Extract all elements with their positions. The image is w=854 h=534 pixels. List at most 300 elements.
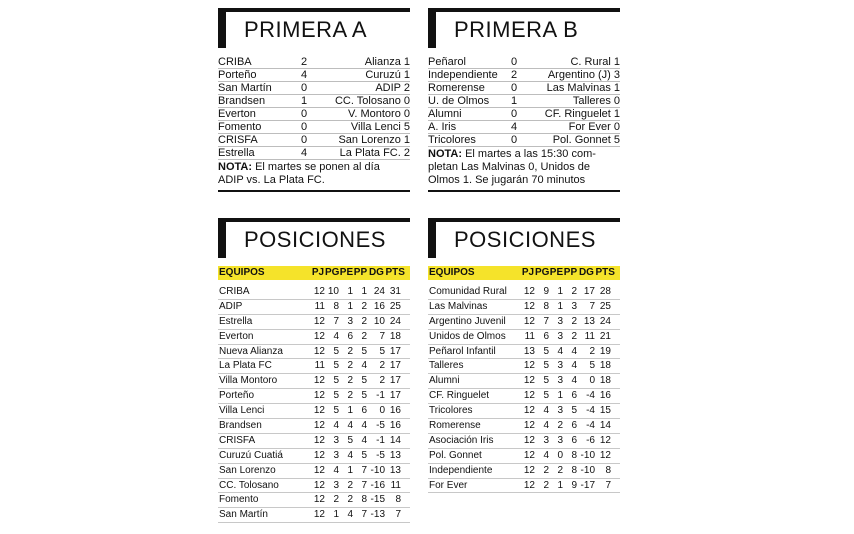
pg-cell: 2: [333, 494, 339, 506]
result-row: [428, 82, 620, 95]
primera-a-results: [218, 56, 410, 160]
pe-cell: 3: [557, 405, 563, 417]
home-score: 4: [510, 121, 518, 133]
pts-cell: 14: [389, 434, 401, 446]
table-row: [218, 404, 410, 419]
pg-cell: 4: [333, 464, 339, 476]
home-team: CRISFA: [218, 134, 258, 146]
pts-cell: 19: [599, 345, 611, 357]
team-name: Asociación Iris: [429, 434, 494, 446]
header-bar: [428, 12, 436, 48]
pe-cell: 1: [347, 300, 353, 312]
pj-cell: 12: [313, 494, 325, 506]
pts-cell: 13: [389, 464, 401, 476]
pg-cell: 5: [543, 390, 549, 402]
dg-cell: -15: [370, 494, 385, 506]
pp-cell: 5: [571, 405, 577, 417]
away-team-score: C. Rural 1: [570, 56, 620, 68]
pp-cell: 4: [571, 360, 577, 372]
table-row: [218, 419, 410, 434]
table-row: [428, 434, 620, 449]
team-name: Estrella: [219, 315, 253, 327]
team-name: Porteño: [219, 390, 255, 402]
pp-cell: 5: [361, 449, 367, 461]
pts-cell: 18: [599, 375, 611, 387]
team-name: CRIBA: [219, 286, 250, 297]
pp-cell: 2: [361, 315, 367, 327]
pp-cell: 2: [361, 330, 367, 342]
pj-cell: 12: [313, 390, 325, 402]
table-row: [218, 508, 410, 523]
team-name: Las Malvinas: [429, 300, 488, 312]
pp-cell: 6: [571, 390, 577, 402]
pts-cell: 16: [389, 420, 401, 432]
pj-cell: 12: [313, 464, 325, 476]
pj-cell: 12: [523, 286, 535, 297]
posiciones-a-title: POSICIONES: [244, 227, 386, 252]
team-name: For Ever: [429, 479, 468, 491]
pts-cell: 8: [395, 494, 401, 506]
dg-cell: -10: [370, 464, 385, 476]
pp-cell: 4: [361, 434, 367, 446]
pg-cell: 1: [333, 509, 339, 521]
dg-cell: 11: [584, 330, 595, 342]
primera-b-note: [428, 147, 620, 187]
pj-cell: 12: [523, 390, 535, 402]
team-name: Argentino Juvenil: [429, 315, 506, 327]
pj-cell: 13: [523, 345, 535, 357]
pp-cell: 6: [361, 405, 367, 417]
posiciones-b-title: POSICIONES: [454, 227, 596, 252]
pts-cell: 12: [599, 449, 611, 461]
home-score: 0: [300, 108, 308, 120]
pe-cell: 3: [557, 375, 563, 387]
away-team-score: Curuzú 1: [365, 69, 410, 81]
table-row: [218, 374, 410, 389]
team-name: Alumni: [429, 375, 460, 387]
pts-cell: 17: [389, 345, 401, 357]
note-line: El martes se ponen al día: [252, 161, 380, 173]
pp-cell: 8: [571, 449, 577, 461]
team-name: San Martín: [219, 509, 268, 521]
column-header-pj: PJ: [311, 267, 325, 278]
result-row: [428, 108, 620, 121]
pj-cell: 12: [313, 434, 325, 446]
pe-cell: 3: [557, 330, 563, 342]
pg-cell: 4: [543, 449, 549, 461]
pp-cell: 1: [361, 286, 367, 297]
result-row: [428, 121, 620, 134]
away-team-score: CF. Ringuelet 1: [544, 108, 620, 120]
pe-cell: 1: [557, 390, 563, 402]
pg-cell: 4: [333, 330, 339, 342]
home-team: Fomento: [218, 121, 262, 133]
column-header-pj: PJ: [521, 267, 535, 278]
home-score: 0: [510, 82, 518, 94]
dg-cell: 0: [379, 405, 385, 417]
dg-cell: 5: [379, 345, 385, 357]
table-row: [218, 315, 410, 330]
team-name: Pol. Gonnet: [429, 449, 482, 461]
table-row: [218, 285, 410, 300]
pg-cell: 10: [327, 286, 339, 297]
pp-cell: 6: [571, 434, 577, 446]
pe-cell: 6: [347, 330, 353, 342]
pts-cell: 25: [599, 300, 611, 312]
column-header-pts: PTS: [385, 267, 405, 278]
pj-cell: 12: [313, 345, 325, 357]
dg-cell: -4: [586, 420, 595, 432]
table-row: [428, 345, 620, 360]
result-row: [428, 134, 620, 147]
pts-cell: 24: [389, 315, 401, 327]
dg-cell: 2: [589, 345, 595, 357]
away-team-score: Argentino (J) 3: [547, 69, 620, 81]
section-rule: [218, 190, 410, 192]
home-team: Estrella: [218, 147, 255, 159]
table-row: [218, 300, 410, 315]
away-team-score: Las Malvinas 1: [546, 82, 620, 94]
pts-cell: 8: [605, 464, 611, 476]
dg-cell: 17: [583, 286, 595, 297]
dg-cell: -17: [580, 479, 595, 491]
dg-cell: 16: [373, 300, 385, 312]
pts-cell: 11: [390, 479, 401, 491]
pe-cell: 1: [557, 286, 563, 297]
header-bar: [218, 12, 226, 48]
team-name: CF. Ringuelet: [429, 390, 490, 402]
column-header-equipos: EQUIPOS: [219, 267, 265, 278]
pp-cell: 5: [361, 375, 367, 387]
pp-cell: 8: [361, 494, 367, 506]
away-team-score: ADIP 2: [375, 82, 410, 94]
pe-cell: 3: [557, 315, 563, 327]
home-team: Peñarol: [428, 56, 466, 68]
pe-cell: 1: [347, 286, 353, 297]
column-header-pg: PG: [535, 267, 550, 278]
dg-cell: 2: [379, 360, 385, 372]
pg-cell: 3: [333, 479, 339, 491]
team-name: Brandsen: [219, 420, 262, 432]
away-team-score: La Plata FC. 2: [339, 147, 410, 159]
pts-cell: 7: [395, 509, 401, 521]
result-row: [218, 69, 410, 82]
pp-cell: 6: [571, 420, 577, 432]
pe-cell: 1: [557, 300, 563, 312]
dg-cell: 13: [583, 315, 595, 327]
pts-cell: 28: [599, 286, 611, 297]
pp-cell: 4: [571, 375, 577, 387]
primera-a-panel: [218, 8, 410, 192]
pe-cell: 2: [347, 390, 353, 402]
pp-cell: 2: [571, 330, 577, 342]
pe-cell: 1: [347, 464, 353, 476]
pj-cell: 12: [523, 449, 535, 461]
home-score: 1: [300, 95, 308, 107]
table-header: [218, 266, 410, 280]
pg-cell: 2: [543, 479, 549, 491]
home-team: A. Iris: [428, 121, 457, 133]
away-team-score: V. Montoro 0: [348, 108, 410, 120]
result-row: [218, 56, 410, 69]
pts-cell: 16: [599, 390, 611, 402]
pe-cell: 3: [557, 434, 563, 446]
section-rule: [428, 190, 620, 192]
home-score: 0: [510, 108, 518, 120]
pj-cell: 12: [523, 375, 535, 387]
home-score: 2: [300, 56, 308, 68]
posiciones-a-header: [218, 218, 410, 258]
pe-cell: 4: [347, 420, 353, 432]
dg-cell: -1: [376, 390, 385, 402]
pg-cell: 5: [333, 390, 339, 402]
home-score: 4: [300, 69, 308, 81]
home-score: 0: [300, 134, 308, 146]
table-row: [428, 464, 620, 479]
pp-cell: 2: [361, 300, 367, 312]
posiciones-b-table: [428, 266, 620, 493]
note-line: pletan Las Malvinas 0, Unidos de: [428, 161, 591, 173]
posiciones-a-panel: [218, 218, 410, 523]
table-header: [428, 266, 620, 280]
pj-cell: 12: [523, 360, 535, 372]
pe-cell: 5: [347, 434, 353, 446]
primera-b-title: PRIMERA B: [454, 17, 579, 42]
note-line: El martes a las 15:30 com-: [462, 148, 596, 160]
team-name: ADIP: [219, 300, 243, 312]
pg-cell: 5: [543, 345, 549, 357]
dg-cell: -5: [376, 420, 385, 432]
pg-cell: 4: [543, 420, 549, 432]
team-name: Comunidad Rural: [429, 286, 507, 297]
table-row: [428, 374, 620, 389]
posiciones-a-table: [218, 266, 410, 523]
dg-cell: -13: [370, 509, 385, 521]
pp-cell: 7: [361, 464, 367, 476]
home-score: 2: [510, 69, 518, 81]
table-row: [218, 479, 410, 494]
table-row: [428, 419, 620, 434]
team-name: San Lorenzo: [219, 464, 276, 476]
home-team: Independiente: [428, 69, 498, 81]
pj-cell: 12: [313, 420, 325, 432]
pp-cell: 2: [571, 315, 577, 327]
result-row: [218, 121, 410, 134]
pj-cell: 11: [524, 330, 535, 342]
result-row: [428, 95, 620, 108]
team-name: Independiente: [429, 464, 493, 476]
team-name: Villa Lenci: [219, 405, 265, 417]
table-row: [428, 479, 620, 494]
away-team-score: CC. Tolosano 0: [334, 95, 410, 107]
pj-cell: 12: [523, 464, 535, 476]
table-row: [428, 449, 620, 464]
primera-a-note: [218, 160, 410, 187]
away-team-score: San Lorenzo 1: [338, 134, 410, 146]
dg-cell: -10: [580, 464, 595, 476]
home-score: 0: [510, 56, 518, 68]
pts-cell: 13: [389, 449, 401, 461]
table-row: [428, 285, 620, 300]
dg-cell: -4: [586, 390, 595, 402]
column-header-pp: PP: [563, 267, 578, 278]
pp-cell: 7: [361, 509, 367, 521]
dg-cell: 5: [589, 360, 595, 372]
pg-cell: 7: [333, 315, 339, 327]
pe-cell: 2: [347, 345, 353, 357]
pg-cell: 5: [333, 345, 339, 357]
column-header-pe: PE: [549, 267, 564, 278]
pe-cell: 4: [347, 509, 353, 521]
pj-cell: 12: [313, 330, 325, 342]
pe-cell: 1: [347, 405, 353, 417]
result-row: [218, 82, 410, 95]
result-row: [428, 69, 620, 82]
pts-cell: 25: [389, 300, 401, 312]
note-label: NOTA:: [428, 148, 463, 160]
away-team-score: Pol. Gonnet 5: [552, 134, 620, 146]
team-name: Romerense: [429, 420, 481, 432]
home-score: 0: [300, 82, 308, 94]
pe-cell: 3: [347, 315, 353, 327]
result-row: [218, 147, 410, 160]
team-name: CC. Tolosano: [219, 479, 279, 491]
result-row: [218, 108, 410, 121]
home-score: 0: [300, 121, 308, 133]
pts-cell: 21: [599, 330, 611, 342]
posiciones-b-panel: [428, 218, 620, 493]
pg-cell: 4: [543, 405, 549, 417]
pp-cell: 5: [361, 390, 367, 402]
pj-cell: 12: [313, 315, 325, 327]
pj-cell: 12: [523, 420, 535, 432]
pg-cell: 5: [333, 405, 339, 417]
home-team: Tricolores: [428, 134, 476, 146]
posiciones-b-header: [428, 218, 620, 258]
pts-cell: 17: [389, 360, 401, 372]
result-row: [218, 95, 410, 108]
team-name: Nueva Alianza: [219, 345, 283, 357]
table-row: [218, 449, 410, 464]
home-team: San Martín: [218, 82, 272, 94]
pts-cell: 17: [389, 375, 401, 387]
pg-cell: 9: [543, 286, 549, 297]
dg-cell: 24: [373, 286, 385, 297]
pp-cell: 2: [571, 286, 577, 297]
primera-a-title: PRIMERA A: [244, 17, 368, 42]
pts-cell: 7: [605, 479, 611, 491]
dg-cell: 7: [589, 300, 595, 312]
pj-cell: 11: [314, 360, 325, 372]
dg-cell: -4: [586, 405, 595, 417]
header-bar: [428, 222, 436, 258]
pg-cell: 2: [543, 464, 549, 476]
pj-cell: 12: [523, 479, 535, 491]
dg-cell: -6: [586, 434, 595, 446]
home-score: 1: [510, 95, 518, 107]
home-team: Brandsen: [218, 95, 266, 107]
home-team: Everton: [218, 108, 256, 120]
column-header-pe: PE: [339, 267, 354, 278]
pp-cell: 4: [361, 360, 367, 372]
home-team: Porteño: [218, 69, 257, 81]
team-name: Everton: [219, 330, 254, 342]
team-name: Fomento: [219, 494, 259, 506]
pts-cell: 15: [599, 405, 611, 417]
team-name: Curuzú Cuatiá: [219, 449, 283, 461]
pj-cell: 12: [313, 449, 325, 461]
primera-a-header: [218, 8, 410, 48]
pe-cell: 2: [557, 420, 563, 432]
dg-cell: 10: [373, 315, 385, 327]
team-name: Unidos de Olmos: [429, 330, 506, 342]
pg-cell: 7: [543, 315, 549, 327]
dg-cell: -10: [580, 449, 595, 461]
header-bar: [218, 222, 226, 258]
away-team-score: Talleres 0: [572, 95, 620, 107]
table-row: [218, 330, 410, 345]
column-header-equipos: EQUIPOS: [429, 267, 475, 278]
team-name: Talleres: [429, 360, 464, 372]
pj-cell: 12: [523, 434, 535, 446]
pe-cell: 2: [557, 464, 563, 476]
pj-cell: 12: [313, 375, 325, 387]
pts-cell: 18: [599, 360, 611, 372]
pe-cell: 4: [347, 449, 353, 461]
pp-cell: 8: [571, 464, 577, 476]
primera-b-results: [428, 56, 620, 147]
pg-cell: 3: [333, 434, 339, 446]
dg-cell: 7: [379, 330, 385, 342]
pe-cell: 3: [557, 360, 563, 372]
primera-b-header: [428, 8, 620, 48]
pts-cell: 12: [599, 434, 611, 446]
team-name: Tricolores: [429, 405, 473, 417]
pe-cell: 2: [347, 375, 353, 387]
pj-cell: 12: [313, 286, 325, 297]
table-row: [218, 359, 410, 374]
home-score: 4: [300, 147, 308, 159]
result-row: [218, 134, 410, 147]
dg-cell: -5: [376, 449, 385, 461]
column-header-pg: PG: [325, 267, 340, 278]
pg-cell: 5: [543, 360, 549, 372]
pe-cell: 2: [347, 479, 353, 491]
pg-cell: 3: [543, 434, 549, 446]
pp-cell: 4: [361, 420, 367, 432]
pg-cell: 5: [333, 360, 339, 372]
table-row: [428, 330, 620, 345]
table-row: [218, 345, 410, 360]
table-row: [218, 464, 410, 479]
dg-cell: -1: [376, 434, 385, 446]
pg-cell: 8: [543, 300, 549, 312]
note-line: ADIP vs. La Plata FC.: [218, 174, 325, 186]
table-row: [428, 359, 620, 374]
pts-cell: 18: [389, 330, 401, 342]
column-header-pp: PP: [353, 267, 368, 278]
away-team-score: Alianza 1: [364, 56, 410, 68]
pe-cell: 2: [347, 494, 353, 506]
pe-cell: 1: [557, 479, 563, 491]
pg-cell: 5: [543, 375, 549, 387]
pp-cell: 5: [361, 345, 367, 357]
pj-cell: 11: [314, 300, 325, 312]
note-label: NOTA:: [218, 161, 253, 173]
home-team: Romerense: [428, 82, 485, 94]
pg-cell: 6: [543, 330, 549, 342]
pj-cell: 12: [313, 405, 325, 417]
